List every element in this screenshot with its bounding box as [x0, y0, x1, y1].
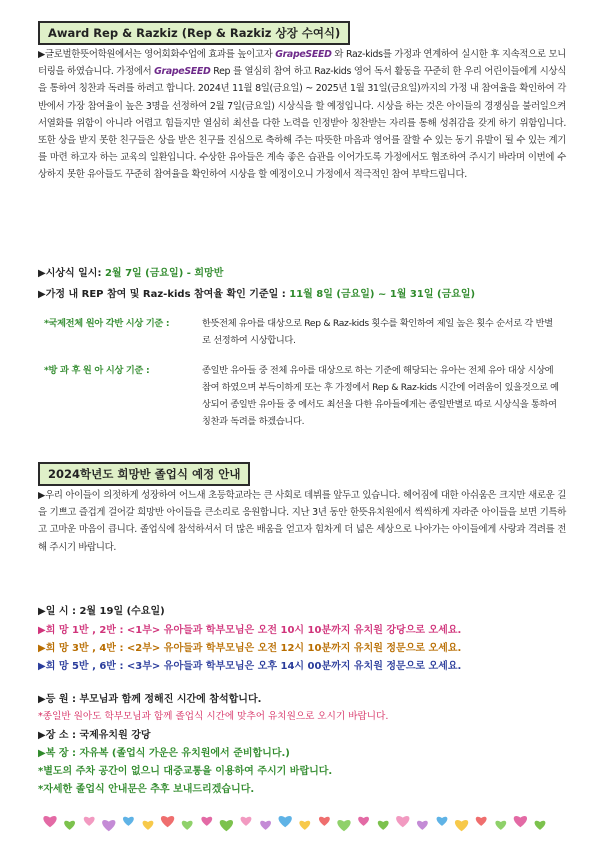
heart-icon — [279, 816, 292, 827]
attendance: ▶등 원 : 부모님과 함께 정해진 시간에 참석합니다. — [38, 694, 262, 705]
heart-icon — [102, 820, 115, 831]
class-1-2-schedule: ▶희 망 1반 , 2반 : <1부> 유아들과 학부모님은 오전 10시 10분까지 유치원 강당으로 오세요. — [38, 625, 462, 636]
graduation-paragraph — [38, 487, 566, 556]
parking-note: *별도의 주차 공간이 없으니 대중교통을 이용하여 주시기 바랍니다. — [38, 766, 333, 777]
heart-icon — [201, 817, 212, 826]
heart-icon — [241, 817, 252, 826]
heart-icon — [437, 817, 448, 826]
award-paragraph — [38, 46, 566, 184]
attendance-note: *종일반 원아도 학부모님과 함께 졸업식 시간에 맞추어 유치원으로 오시기 바랍니다. — [38, 711, 389, 722]
award-date-label: ▶시상식 일시: — [38, 268, 102, 279]
heart-icon — [319, 817, 330, 826]
heart-icon — [43, 816, 56, 827]
graduation-section-title — [38, 462, 250, 486]
award-para-part3: Rep 를 열심히 참여 하고 Raz-kids 영어 독서 활동을 꾸준히 한 우리 어린이들에게 시상식을 통하여 칭찬과 독려를 하려고 합니다. 2024년 11월 8일(금요일) ~ 2025년 1월 31일(금요일)까지의 가정 내 참여율을 확인하여 각반에서 가장 참여율이 높은 3명을 선정하여 2월 7일(금요일) 시상식을 할 예정입니다. 시상을 하는 것은 아이들의 경쟁심을 불러일으켜 서열화를 위함이 아니라 어렵고 힘들지만 열심히 최선을 다한 노력을 인정받아 칭찬받는 자리를 통해 성취감을 갖게 하기 위함입니다. 또한 상을 받지 못한 친구들은 상을 받은 친구를 진심으로 축하해 주는 따뜻한 마음과 영어를 잘할 수 있는 동기 유발이 될 수 있는 계기를 마련 하고자 하는 교육의 일환입니다. 수상한 유아들은 계속 좋은 습관을 이어가도록 가정에서도 협조하여 주시기 바라며 이번에 수상하지 못한 유아들도 꾸준히 참여율을 확인하여 시상을 할 예정이오니 가정에서 적극적인 참여 부탁드립니다. — [38, 66, 566, 181]
criteria-afterschool-label: *방 과 후 원 아 시상 기준 : — [44, 365, 150, 376]
grapeseed-logo-1: GrapeSEED — [275, 49, 332, 60]
heart-icon — [123, 817, 134, 826]
dress-text: ▶복 장 : 자유복 (졸업식 가운은 유치원에서 준비합니다.) — [38, 748, 290, 759]
detail-note: *자세한 졸업식 안내문은 추후 보내드리겠습니다. — [38, 784, 255, 795]
grapeseed-logo-2: GrapeSEED — [154, 66, 211, 78]
dress — [38, 744, 290, 759]
heart-icon — [396, 816, 409, 827]
award-section-title — [38, 21, 350, 45]
award-para-part1: ▶글로벌한뜻어학원에서는 영어회화수업에 효과를 높이고자 — [38, 49, 273, 60]
hearts-decoration — [40, 808, 560, 836]
heart-icon — [260, 821, 271, 830]
award-date — [38, 264, 223, 279]
graduation-para-text: ▶우리 아이들이 의젓하게 성장하여 어느새 초등학교라는 큰 사회로 데뷔를 앞두고 있습니다. 헤어짐에 대한 아쉬움은 크지만 새로운 길을 기쁘고 즐겁게 걸어갈 희망반 아이들을 큰소리로 응원합니다. 지난 3년 동안 한뜻유치원에서 씩씩하게 자라준 아이들을 보면 기특하고 고마운 마음이 큽니다. 졸업식에 참석하셔서 더 많은 배움을 얻고자 힘차게 더 넓은 세상으로 나아가는 아이들에게 사랑과 격려를 전해 주시기 바랍니다. — [38, 490, 566, 553]
award-date-value: 2월 7일 (금요일) - 희망반 — [104, 268, 224, 279]
period-label: ▶가정 내 REP 참여 및 Raz-kids 참여율 확인 기준일 : — [38, 289, 286, 300]
heart-icon — [299, 821, 310, 830]
heart-icon — [358, 817, 369, 826]
criteria-all-label: *국제전체 원아 각반 시상 기준 : — [44, 318, 170, 329]
heart-icon — [514, 816, 527, 827]
class-3-4-schedule: ▶희 망 3반 , 4반 : <2부> 유아들과 학부모님은 오전 12시 10분까지 유치원 정문으로 오세요. — [38, 643, 462, 654]
heart-icon — [220, 820, 233, 831]
heart-icon — [84, 817, 95, 826]
participation-period — [38, 285, 475, 300]
heart-icon — [535, 821, 546, 830]
heart-icon — [143, 821, 154, 830]
heart-icon — [161, 816, 174, 827]
award-title-text: Award Rep & Razkiz (Rep & Razkiz 상장 수여식) — [48, 26, 341, 40]
heart-icon — [182, 821, 193, 830]
heart-icon — [378, 821, 389, 830]
criteria-afterschool-body: 종일반 유아들 중 전체 유아를 대상으로 하는 기준에 해당되는 유아는 전체 유아 대상 시상에 참여 하였으며 부득이하게 또는 후 가정에서 Rep & Raz-kids 시간에 어려움이 있을것으로 예상되어 종일반 유아들 중 에서도 최선을 다한 유아들에게는 종일반별로 따로 시상식을 통하여 칭찬과 독려를 하겠습니다. — [202, 365, 559, 427]
period-value: 11월 8일 (금요일) ~ 1월 31일 (금요일) — [289, 289, 476, 300]
place: ▶장 소 : 국제유치원 강당 — [38, 730, 151, 741]
heart-icon — [417, 821, 428, 830]
criteria-all — [44, 315, 568, 351]
award-para-part2: 와 Raz-kids를 가정과 연계하여 실시한 후 지속적으로 모니터링을 하였습니다. 가정에서 — [38, 49, 566, 78]
graduation-date: ▶일 시 : 2월 19일 (수요일) — [38, 606, 165, 617]
graduation-title-text: 2024학년도 희망반 졸업식 예정 안내 — [48, 467, 241, 481]
heart-icon — [495, 821, 506, 830]
heart-icon — [64, 821, 75, 830]
heart-icon — [455, 820, 468, 831]
heart-icon — [476, 817, 487, 826]
criteria-afterschool — [44, 362, 568, 432]
class-5-6-schedule: ▶희 망 5반 , 6반 : <3부> 유아들과 학부모님은 오후 14시 00분까지 유치원 정문으로 오세요. — [38, 661, 462, 672]
heart-icon — [337, 820, 350, 831]
criteria-all-body: 한뜻전체 유아를 대상으로 Rep & Raz-kids 횟수를 확인하여 제일 높은 횟수 순서로 각 반별로 선정하여 시상합니다. — [202, 318, 553, 346]
